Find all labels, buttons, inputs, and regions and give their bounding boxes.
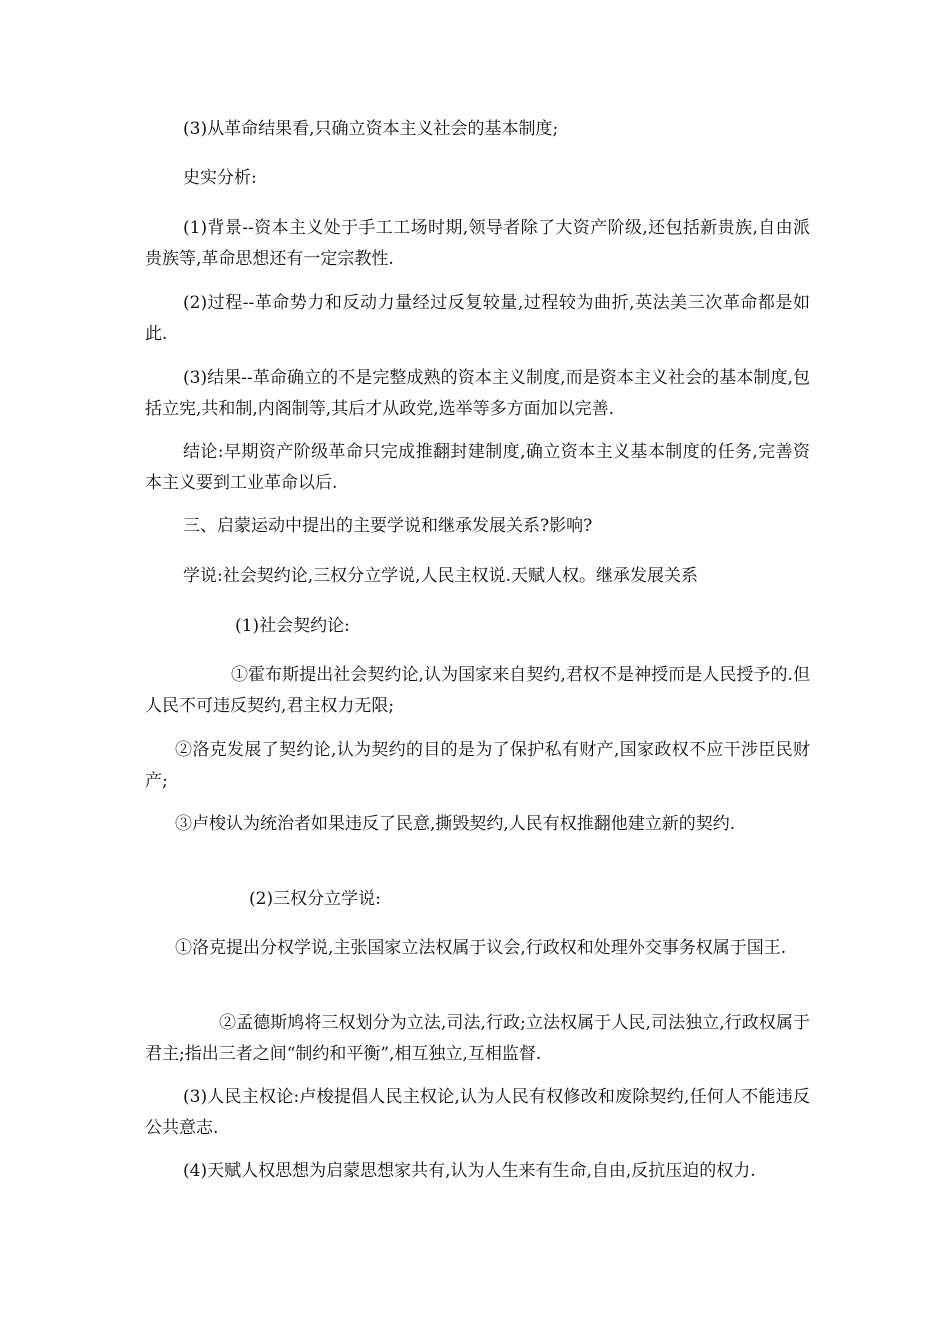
paragraph-revolution-result: (3)从革命结果看,只确立资本主义社会的基本制度;: [183, 119, 559, 139]
paragraph-popular-sovereignty: (3)人民主权论:卢梭提倡人民主权论,认为人民有权修改和废除契约,任何人不能违反公共意志.: [145, 1087, 810, 1138]
paragraph-hobbes: ①霍布斯提出社会契约论,认为国家来自契约,君权不是神授而是人民授予的.但人民不可违反契约,君主权力无限;: [145, 665, 810, 716]
paragraph-locke-contract: ②洛克发展了契约论,认为契约的目的是为了保护私有财产,国家政权不应干涉臣民财产;: [145, 740, 810, 791]
paragraph-process: (2)过程--革命势力和反动力量经过反复较量,过程较为曲折,英法美三次革命都是如此.: [145, 293, 810, 344]
subheading-separation-of-powers: (2)三权分立学说:: [249, 889, 381, 909]
paragraph-historical-analysis-heading: 史实分析:: [183, 168, 257, 188]
paragraph-montesquieu: ②孟德斯鸠将三权划分为立法,司法,行政;立法权属于人民,司法独立,行政权属于君主;指出三者之间“制约和平衡”,相互独立,互相监督.: [145, 1013, 810, 1064]
paragraph-result: (3)结果--革命确立的不是完整成熟的资本主义制度,而是资本主义社会的基本制度,包括立宪,共和制,内阁制等,其后才从政党,选举等多方面加以完善.: [145, 368, 810, 419]
paragraph-rousseau-contract: ③卢梭认为统治者如果违反了民意,撕毁契约,人民有权推翻他建立新的契约.: [175, 814, 736, 834]
section-heading-enlightenment: 三、启蒙运动中提出的主要学说和继承发展关系?影响?: [183, 516, 593, 536]
paragraph-locke-powers: ①洛克提出分权学说,主张国家立法权属于议会,行政权和处理外交事务权属于国王.: [175, 938, 787, 958]
paragraph-conclusion: 结论:早期资产阶级革命只完成推翻封建制度,确立资本主义基本制度的任务,完善资本主义要到工业革命以后.: [145, 442, 810, 493]
paragraph-background: (1)背景--资本主义处于手工工场时期,领导者除了大资产阶级,还包括新贵族,自由派贵族等,革命思想还有一定宗教性.: [145, 218, 810, 269]
paragraph-doctrines: 学说:社会契约论,三权分立学说,人民主权说.天赋人权。继承发展关系: [183, 566, 698, 586]
paragraph-natural-rights: (4)天赋人权思想为启蒙思想家共有,认为人生来有生命,自由,反抗压迫的权力.: [183, 1161, 756, 1181]
subheading-social-contract: (1)社会契约论:: [235, 616, 350, 636]
